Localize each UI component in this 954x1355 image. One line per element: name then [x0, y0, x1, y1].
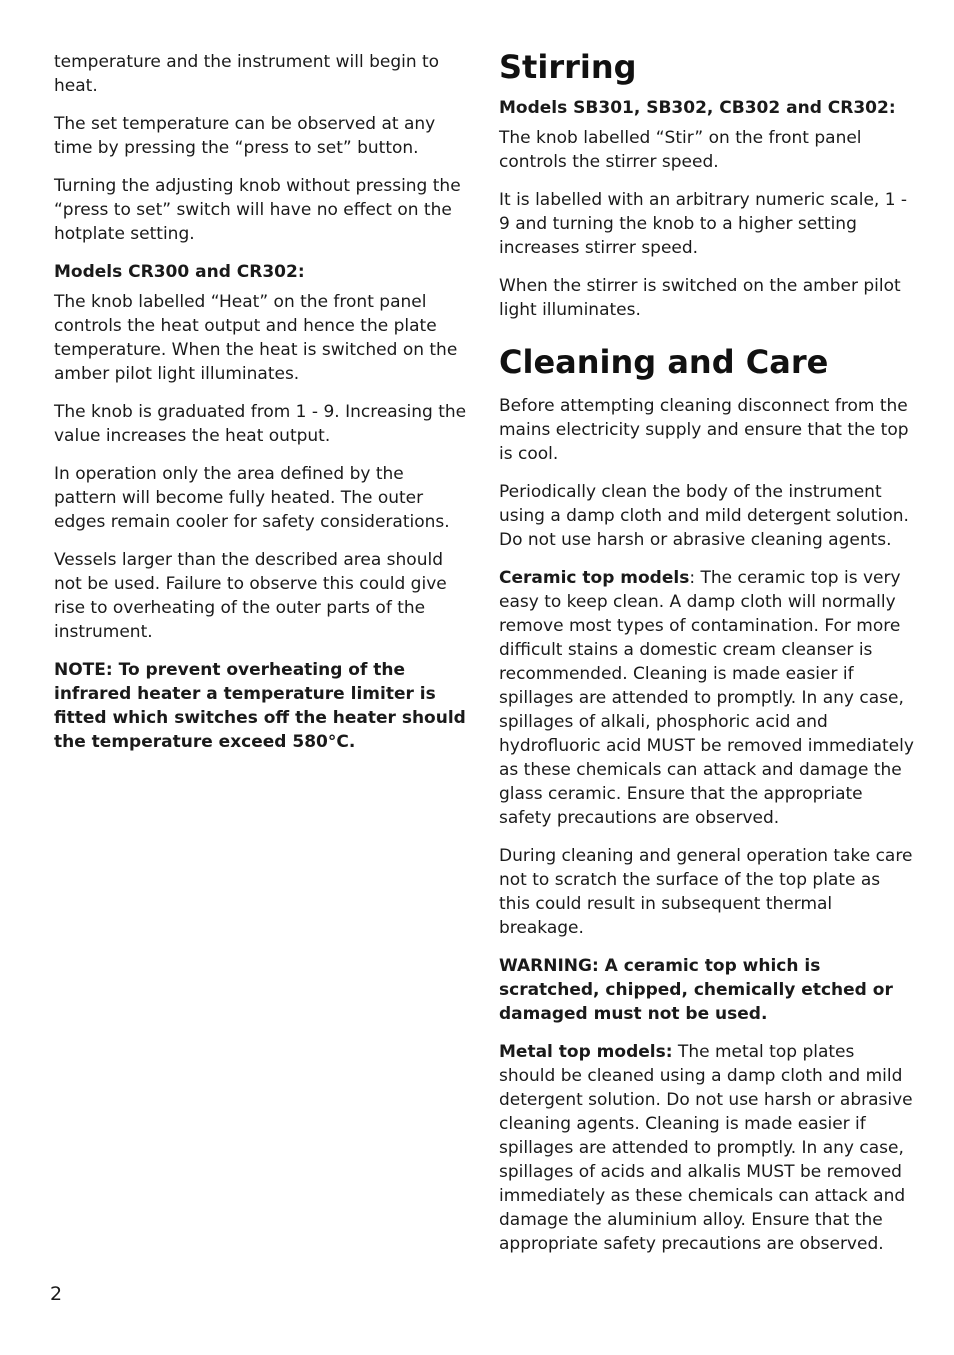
paragraph-vessel-size: Vessels larger than the described area should not be used. Failure to observe this could give rise to overheating of the outer parts of the instrument. [54, 550, 447, 642]
left-column [54, 50, 468, 768]
metal-label: Metal top models: [499, 1042, 673, 1062]
ceramic-label: Ceramic top models [499, 568, 690, 588]
paragraph-body-clean: Periodically clean the body of the instrument using a damp cloth and mild detergent solution. Do not use harsh or abrasive cleaning agents. [499, 482, 909, 550]
paragraph-graduation: The knob is graduated from 1 - 9. Increasing the value increases the heat output. [54, 402, 467, 446]
paragraph-set-temperature: The set temperature can be observed at any time by pressing the “press to set” button. [54, 114, 436, 158]
subheading-stirring-models: Models SB301, SB302, CB302 and CR302: [499, 98, 896, 118]
paragraph-heat-start: temperature and the instrument will begin to heat. [54, 52, 440, 96]
heading-stirring: Stirring [499, 48, 637, 86]
heading-cleaning: Cleaning and Care [499, 343, 829, 381]
paragraph-ceramic-top [499, 566, 915, 830]
paragraph-disconnect: Before attempting cleaning disconnect from the mains electricity supply and ensure that the top is cool. [499, 396, 909, 464]
page-number: 2 [50, 1283, 63, 1305]
paragraph-heated-area: In operation only the area defined by the pattern will become fully heated. The outer edges remain cooler for safety considerations. [54, 464, 450, 532]
metal-text: The metal top plates should be cleaned using a damp cloth and mild detergent solution. Do not use harsh or abrasive cleaning agents. Cleaning is made easier if spillages are attended to promptly. In any case, spillages of acids and alkalis MUST be removed immediately as these chemicals can attack and damage the aluminium alloy. Ensure that the appropriate safety precautions are observed. [499, 1042, 913, 1254]
paragraph-heat-knob: The knob labelled “Heat” on the front panel controls the heat output and hence the plate temperature. When the heat is switched on the amber pilot light illuminates. [54, 292, 458, 384]
paragraph-adjusting-knob: Turning the adjusting knob without pressing the “press to set” switch will have no effect on the hotplate setting. [54, 176, 461, 244]
note-temperature-limiter: NOTE: To prevent overheating of the infrared heater a temperature limiter is fitted which switches off the heater should the temperature exceed 580°C. [54, 660, 466, 752]
paragraph-stir-pilot: When the stirrer is switched on the amber pilot light illuminates. [499, 276, 901, 320]
subheading-cr-models: Models CR300 and CR302: [54, 262, 305, 282]
ceramic-text: : The ceramic top is very easy to keep clean. A damp cloth will normally remove most types of contamination. For more difficult stains a domestic cream cleanser is recommended. Cleaning is made easier if spillages are attended to promptly. In any case, spillages of alkali, phosphoric acid and hydrofluoric acid MUST be removed immediately as these chemicals can attack and damage the glass ceramic. Ensure that the appropriate safety precautions are observed. [499, 568, 914, 828]
paragraph-metal-top [499, 1040, 915, 1256]
paragraph-stir-scale: It is labelled with an arbitrary numeric scale, 1 - 9 and turning the knob to a higher setting increases stirrer speed. [499, 190, 908, 258]
right-column [499, 50, 915, 1270]
paragraph-stir-knob: The knob labelled “Stir” on the front panel controls the stirrer speed. [499, 128, 862, 172]
paragraph-scratch-care: During cleaning and general operation take care not to scratch the surface of the top plate as this could result in subsequent thermal breakage. [499, 846, 913, 938]
warning-ceramic-top: WARNING: A ceramic top which is scratched, chipped, chemically etched or damaged must not be used. [499, 956, 893, 1024]
